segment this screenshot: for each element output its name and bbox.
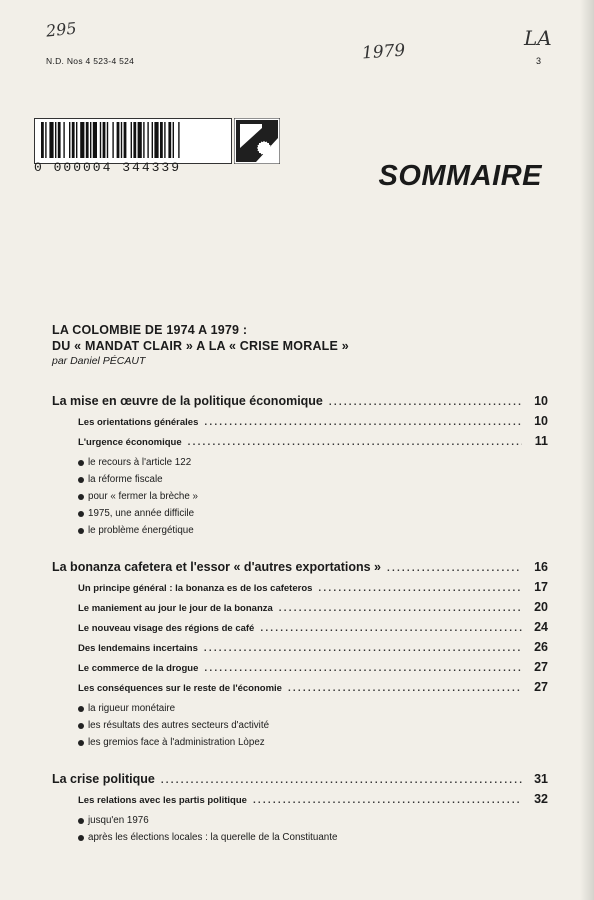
article-title-line-2: DU « MANDAT CLAIR » A LA « CRISE MORALE » (52, 339, 349, 353)
toc-section (52, 772, 548, 846)
page-number: 3 (536, 56, 542, 66)
bullet-text: la rigueur monétaire (88, 703, 176, 714)
toc-subsection[interactable] (78, 680, 548, 700)
barcode-bar (41, 122, 44, 158)
toc-subsection-title: L'urgence économique (78, 437, 182, 448)
bullet-icon (78, 460, 84, 466)
barcode-bar (164, 122, 165, 158)
toc-subsection[interactable] (78, 414, 548, 434)
handwritten-note-right: LA (524, 26, 552, 50)
bullet-text: le problème énergétique (88, 525, 194, 536)
toc-section-heading[interactable] (52, 560, 548, 580)
bullet-text: le recours à l'article 122 (88, 457, 192, 468)
toc-subsection[interactable] (78, 640, 548, 660)
barcode-bar (72, 122, 75, 158)
barcode-bar (86, 122, 89, 158)
barcode-bar (112, 122, 113, 158)
toc-bullet-item (78, 505, 548, 522)
toc-subsection[interactable] (78, 660, 548, 680)
toc-page-number: 31 (534, 772, 548, 786)
bullet-text: après les élections locales : la querelle de la Constituante (88, 832, 338, 843)
barcode-bar (160, 122, 163, 158)
toc-section-title: La bonanza cafetera et l'essor « d'autres exportations » (52, 560, 381, 574)
barcode-bar (133, 122, 136, 158)
dot-leader (387, 563, 522, 574)
bullet-icon (78, 706, 84, 712)
barcode-bar (117, 122, 120, 158)
article-title-line-1: LA COLOMBIE DE 1974 A 1979 : (52, 323, 248, 337)
toc-subsection-title: Un principe général : la bonanza es de los cafeteros (78, 583, 313, 594)
barcode-bar (173, 122, 174, 158)
toc-subsection-title: Le maniement au jour le jour de la bonanza (78, 603, 273, 614)
toc-section-title: La crise politique (52, 772, 155, 786)
barcode (34, 118, 232, 164)
dot-leader (204, 643, 522, 654)
bullet-text: les gremios face à l'administration Lòpez (88, 737, 265, 748)
toc-bullet-item (78, 522, 548, 539)
toc-section-title: La mise en œuvre de la politique économique (52, 394, 323, 408)
barcode-bar (69, 122, 70, 158)
barcode-bar (154, 122, 158, 158)
dot-leader (279, 603, 522, 614)
toc-bullet-item (78, 700, 548, 717)
barcode-bar (147, 122, 148, 158)
toc-page-number: 24 (534, 620, 548, 634)
handwritten-note-left: 295 (45, 18, 78, 41)
toc-subsection-title: Le nouveau visage des régions de café (78, 623, 255, 634)
barcode-bar (143, 122, 144, 158)
toc-subsection[interactable] (78, 620, 548, 640)
dot-leader (260, 623, 522, 634)
barcode-bar (131, 122, 132, 158)
table-of-contents (52, 394, 548, 867)
toc-bullet-item (78, 734, 548, 751)
toc-page-number: 17 (534, 580, 548, 594)
toc-subsection-title: Des lendemains incertains (78, 643, 198, 654)
toc-subsection[interactable] (78, 434, 548, 454)
barcode-bar (107, 122, 108, 158)
toc-page-number: 10 (534, 414, 548, 428)
toc-page-number: 11 (534, 434, 548, 448)
dot-leader (204, 417, 522, 428)
bullet-text: la réforme fiscale (88, 474, 163, 485)
handwritten-year: 1979 (361, 40, 406, 64)
publisher-logo-icon (234, 118, 280, 164)
toc-page-number: 27 (534, 680, 548, 694)
barcode-bar (76, 122, 77, 158)
toc-bullet-item (78, 717, 548, 734)
barcode-bar (90, 122, 91, 158)
toc-subsection[interactable] (78, 600, 548, 620)
bullet-icon (78, 511, 84, 517)
toc-page-number: 10 (534, 394, 548, 408)
dot-leader (253, 795, 522, 806)
article-header (52, 322, 349, 367)
barcode-bar (138, 122, 142, 158)
toc-bullet-item (78, 829, 548, 846)
toc-bullet-item (78, 812, 548, 829)
barcode-bar (58, 122, 61, 158)
issue-reference: N.D. Nos 4 523-4 524 (46, 56, 135, 66)
barcode-bar (49, 122, 53, 158)
toc-page-number: 16 (534, 560, 548, 574)
bullet-icon (78, 723, 84, 729)
toc-subsection-title: Les conséquences sur le reste de l'économie (78, 683, 282, 694)
bullet-text: jusqu'en 1976 (88, 815, 149, 826)
page-title: SOMMAIRE (378, 160, 542, 192)
barcode-bar (55, 122, 56, 158)
bullet-icon (78, 477, 84, 483)
barcode-bar (178, 122, 179, 158)
barcode-bar (93, 122, 97, 158)
toc-bullet-item (78, 471, 548, 488)
dot-leader (188, 437, 522, 448)
toc-section-heading[interactable] (52, 394, 548, 414)
toc-section (52, 394, 548, 539)
barcode-bars (41, 122, 225, 158)
toc-page-number: 26 (534, 640, 548, 654)
dot-leader (161, 775, 522, 786)
barcode-bar (45, 122, 46, 158)
bullet-icon (78, 818, 84, 824)
page-edge-shadow (580, 0, 594, 900)
bullet-text: pour « fermer la brèche » (88, 491, 198, 502)
barcode-bar (152, 122, 153, 158)
dot-leader (318, 583, 522, 594)
barcode-bar (63, 122, 64, 158)
barcode-number: 0 000004 344339 (34, 160, 182, 175)
toc-subsection-title: Le commerce de la drogue (78, 663, 199, 674)
bullet-icon (78, 835, 84, 841)
bullet-icon (78, 494, 84, 500)
barcode-bar (168, 122, 171, 158)
barcode-bar (103, 122, 106, 158)
bullet-icon (78, 740, 84, 746)
toc-subsection-title: Les orientations générales (78, 417, 199, 428)
toc-page-number: 27 (534, 660, 548, 674)
toc-subsection-title: Les relations avec les partis politique (78, 795, 247, 806)
barcode-bar (80, 122, 84, 158)
dot-leader (329, 397, 522, 408)
barcode-bar (124, 122, 127, 158)
barcode-bar (121, 122, 122, 158)
toc-bullet-item (78, 454, 548, 471)
bullet-text: les résultats des autres secteurs d'activité (88, 720, 270, 731)
toc-page-number: 32 (534, 792, 548, 806)
article-author: par Daniel PÉCAUT (52, 355, 146, 367)
toc-subsection[interactable] (78, 792, 548, 812)
toc-bullet-item (78, 488, 548, 505)
barcode-bar (100, 122, 101, 158)
dot-leader (288, 683, 522, 694)
dot-leader (204, 663, 522, 674)
bullet-icon (78, 528, 84, 534)
toc-section-heading[interactable] (52, 772, 548, 792)
bullet-text: 1975, une année difficile (88, 508, 195, 519)
toc-section (52, 560, 548, 751)
toc-page-number: 20 (534, 600, 548, 614)
toc-subsection[interactable] (78, 580, 548, 600)
